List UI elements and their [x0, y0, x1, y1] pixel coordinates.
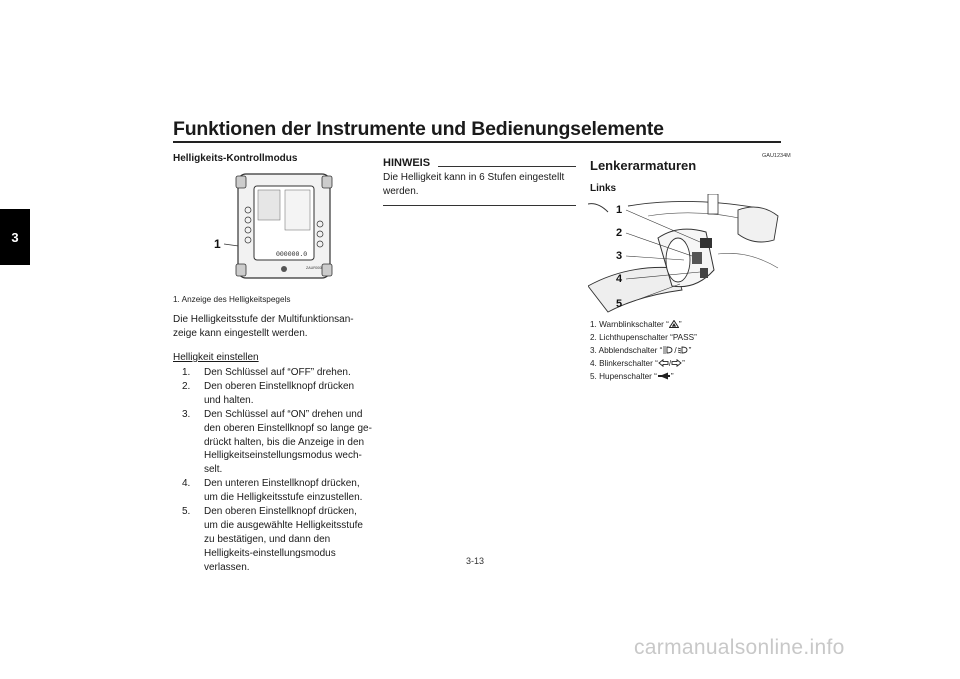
figure-callout-1: 1 [214, 237, 221, 251]
handlebar-switch-illustration [588, 194, 782, 314]
note-rule-bottom [383, 205, 576, 206]
list-item: 1. Warnblinkschalter “ ” [590, 320, 682, 329]
handlebar-callout-2: 2 [616, 227, 623, 239]
figure-caption-brightness: 1. Anzeige des Helligkeitspegels [173, 295, 291, 304]
list-item: 3. Abblendschalter “ / ” [590, 346, 692, 355]
list-item: 2. Lichthupenschalter “PASS” [590, 333, 697, 342]
list-item: 4. Blinkerschalter “ / ” [590, 359, 685, 368]
hazard-warning-icon [669, 320, 679, 328]
left-controls-heading: Links [590, 183, 617, 194]
list-item: 2. Den oberen Einstellknopf drücken und halten. [182, 380, 355, 406]
section-title: Lenkerarmaturen [590, 158, 697, 173]
brightness-steps-list [182, 366, 373, 575]
handlebar-callout-3: 3 [616, 250, 623, 262]
list-item: 5. Den oberen Einstellknopf drücken, um die ausgewählte Helligkeitsstufe zu bestätigen, und dann den Helligkeits-einstellungsmodus verlassen. [182, 506, 363, 573]
note-heading: HINWEIS [383, 157, 431, 169]
brightness-adjust-subheading: Helligkeit einstellen [173, 352, 259, 363]
list-item: 4. Den unteren Einstellknopf drücken, um die Helligkeitsstufe einzustellen. [182, 478, 363, 504]
instrument-display-illustration [210, 172, 340, 282]
figure-code: ZAUR000 [306, 266, 322, 270]
header-rule [173, 141, 781, 143]
note-rule-top [438, 166, 576, 167]
watermark-text: carmanualsonline.info [634, 636, 845, 659]
high-beam-icon [662, 346, 674, 354]
page-number: 3-13 [466, 556, 485, 566]
handlebar-caption-list [590, 318, 697, 383]
display-digits: 000000.0 [276, 251, 308, 258]
turn-right-icon [671, 359, 682, 367]
intro-paragraph: Die Helligkeitsstufe der Multifunktionsan- zeige kann eingestellt werden. [173, 314, 354, 339]
section-code: GAU1234M [762, 153, 791, 159]
page-header-title: Funktionen der Instrumente und Bedienungselemente [173, 118, 664, 140]
brightness-mode-heading: Helligkeits-Kontrollmodus [173, 153, 298, 164]
turn-left-icon [658, 359, 669, 367]
list-item: 5. Hupenschalter “ ” [590, 372, 674, 381]
note-text: Die Helligkeit kann in 6 Stufen eingestellt werden. [383, 172, 565, 197]
list-item: 1. Den Schlüssel auf “OFF” drehen. [182, 367, 351, 378]
handlebar-callout-4: 4 [616, 273, 623, 285]
list-item: 3. Den Schlüssel auf “ON” drehen und den oberen Einstellknopf so lange ge-drückt halten, bis die Anzeige in den Helligkeitseinstellungsmodus wech-selt. [182, 408, 372, 476]
low-beam-icon [677, 346, 689, 354]
chapter-tab: 3 [0, 209, 30, 265]
handlebar-callout-5: 5 [616, 298, 623, 310]
handlebar-callout-1: 1 [616, 204, 623, 216]
horn-icon [657, 372, 671, 380]
